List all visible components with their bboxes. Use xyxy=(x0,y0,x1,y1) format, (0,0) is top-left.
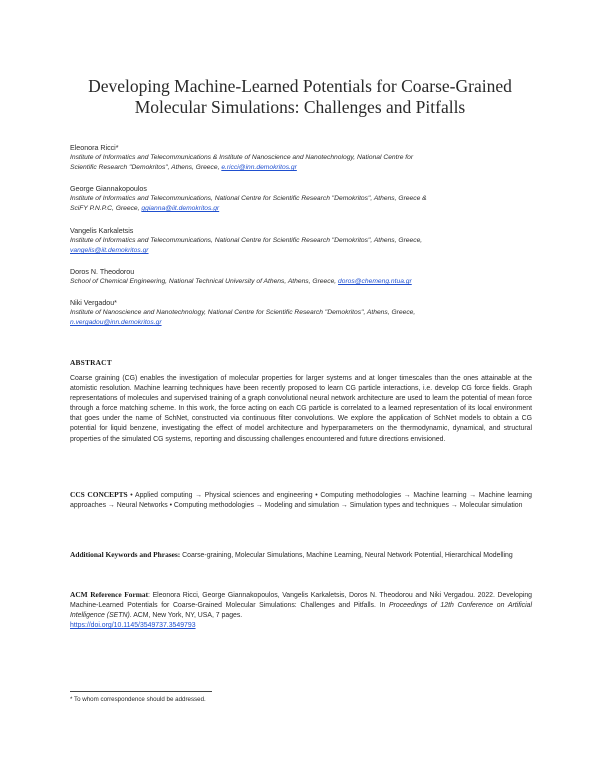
author-block xyxy=(70,184,532,214)
abstract-section xyxy=(70,358,532,445)
author-block xyxy=(70,298,532,328)
author-affiliation: Institute of Informatics and Telecommunications & Institute of Nanoscience and Nanotechnology, National Centre for xyxy=(70,154,414,161)
author-block xyxy=(70,226,532,256)
affiliation-text: SciFY P.N.P.C, Greece, xyxy=(70,205,142,212)
keywords xyxy=(70,550,532,561)
abstract-heading: ABSTRACT xyxy=(70,358,112,367)
author-email-link[interactable]: e.ricci@inn.demokritos.gr xyxy=(221,164,297,171)
author-block xyxy=(70,267,532,287)
author-affiliation: Institute of Informatics and Telecommunications, National Centre for Scientific Research "Demokritos", Athens, Greece & xyxy=(70,195,427,202)
abstract-text: Coarse graining (CG) enables the investigation of molecular properties for larger systems and at longer timescales than the ones attainable at the atomistic resolution. Machine learning techniques have been recently proposed to learn CG particle interactions, i.e. develop CG force fields. Graph representations of molecules and supervised training of a graph convolutional neural network architecture are used to learn the potential of mean force through a force matching scheme. In this work, the force acting on each CG particle is correlated to a learned representation of its local environment that goes under the name of SchNet, constructed via continuous filter convolutions. We explore the application of SchNet models to obtain a CG potential for liquid benzene, investigating the effect of model architecture and hyperparameters on the thermodynamic, dynamical, and structural properties of the simulated CG systems, reporting and discussing challenges encountered and future directions envisioned. xyxy=(70,375,532,443)
author-affiliation xyxy=(70,277,532,287)
ccs-text: • Applied computing → Physical sciences and engineering • Computing methodologies → Machine learning → Machine learning approaches → Neural Networks • Computing methodologies → Modeling and simulation → Simulation types and techniques → Molecular simulation xyxy=(70,492,532,510)
ccs-concepts xyxy=(70,490,532,511)
author-name: Doros N. Theodorou xyxy=(70,268,135,276)
author-affiliation xyxy=(70,204,532,214)
reference-lead: ACM Reference Format xyxy=(70,590,149,599)
reference-text-after: . ACM, New York, NY, USA, 7 pages. xyxy=(129,612,243,620)
author-email-link[interactable]: vangelis@iit.demokritos.gr xyxy=(70,247,149,254)
affiliation-text: Scientific Research "Demokritos", Athens, Greece, xyxy=(70,164,222,171)
author-email-link[interactable]: n.vergadou@inn.demokritos.gr xyxy=(70,319,162,326)
author-name: Vangelis Karkaletsis xyxy=(70,227,134,235)
title-line-1: Developing Machine-Learned Potentials for Coarse-Grained xyxy=(88,76,512,96)
title-line-2: Molecular Simulations: Challenges and Pitfalls xyxy=(134,97,466,117)
author-name: George Giannakopoulos xyxy=(70,185,147,193)
reference-text: : Eleonora Ricci, George Giannakopoulos, Vangelis Karkaletsis, Doros N. Theodorou and Niki Vergadou. 2022. Developing Machine-Learned Potentials for Coarse-Grained Molecular Simulations: Challenges and Pitfalls. In xyxy=(70,592,532,610)
footnote-rule xyxy=(70,691,212,692)
author-affiliation xyxy=(70,318,532,328)
author-email-link[interactable]: ggianna@iit.demokritos.gr xyxy=(141,205,220,212)
author-affiliation: Institute of Nanoscience and Nanotechnology, National Centre for Scientific Research "Demokritos", Athens, Greece, xyxy=(70,309,416,316)
author-block xyxy=(70,143,532,173)
ccs-lead: CCS CONCEPTS xyxy=(70,490,128,499)
keywords-lead: Additional Keywords and Phrases: xyxy=(70,550,181,559)
footnote: * To whom correspondence should be addressed. xyxy=(70,696,206,703)
author-affiliation xyxy=(70,163,532,173)
reference-proceedings: Proceedings of 12th Conference on Artificial Intelligence (SETN) xyxy=(70,602,532,620)
author-affiliation: Institute of Informatics and Telecommunications, National Centre for Scientific Research "Demokritos", Athens, Greece, xyxy=(70,237,423,244)
acm-reference xyxy=(70,590,532,631)
author-name: Niki Vergadou* xyxy=(70,299,117,307)
author-name: Eleonora Ricci* xyxy=(70,144,119,152)
author-affiliation xyxy=(70,246,532,256)
author-email-link[interactable]: doros@chemeng.ntua.gr xyxy=(338,278,412,285)
paper-title xyxy=(60,76,540,118)
keywords-text: Coarse-graining, Molecular Simulations, Machine Learning, Neural Network Potential, Hierarchical Modelling xyxy=(180,552,513,559)
affiliation-text: School of Chemical Engineering, National Technical University of Athens, Athens, Greece, xyxy=(70,278,339,285)
doi-link[interactable]: https://doi.org/10.1145/3549737.3549793 xyxy=(70,622,196,630)
